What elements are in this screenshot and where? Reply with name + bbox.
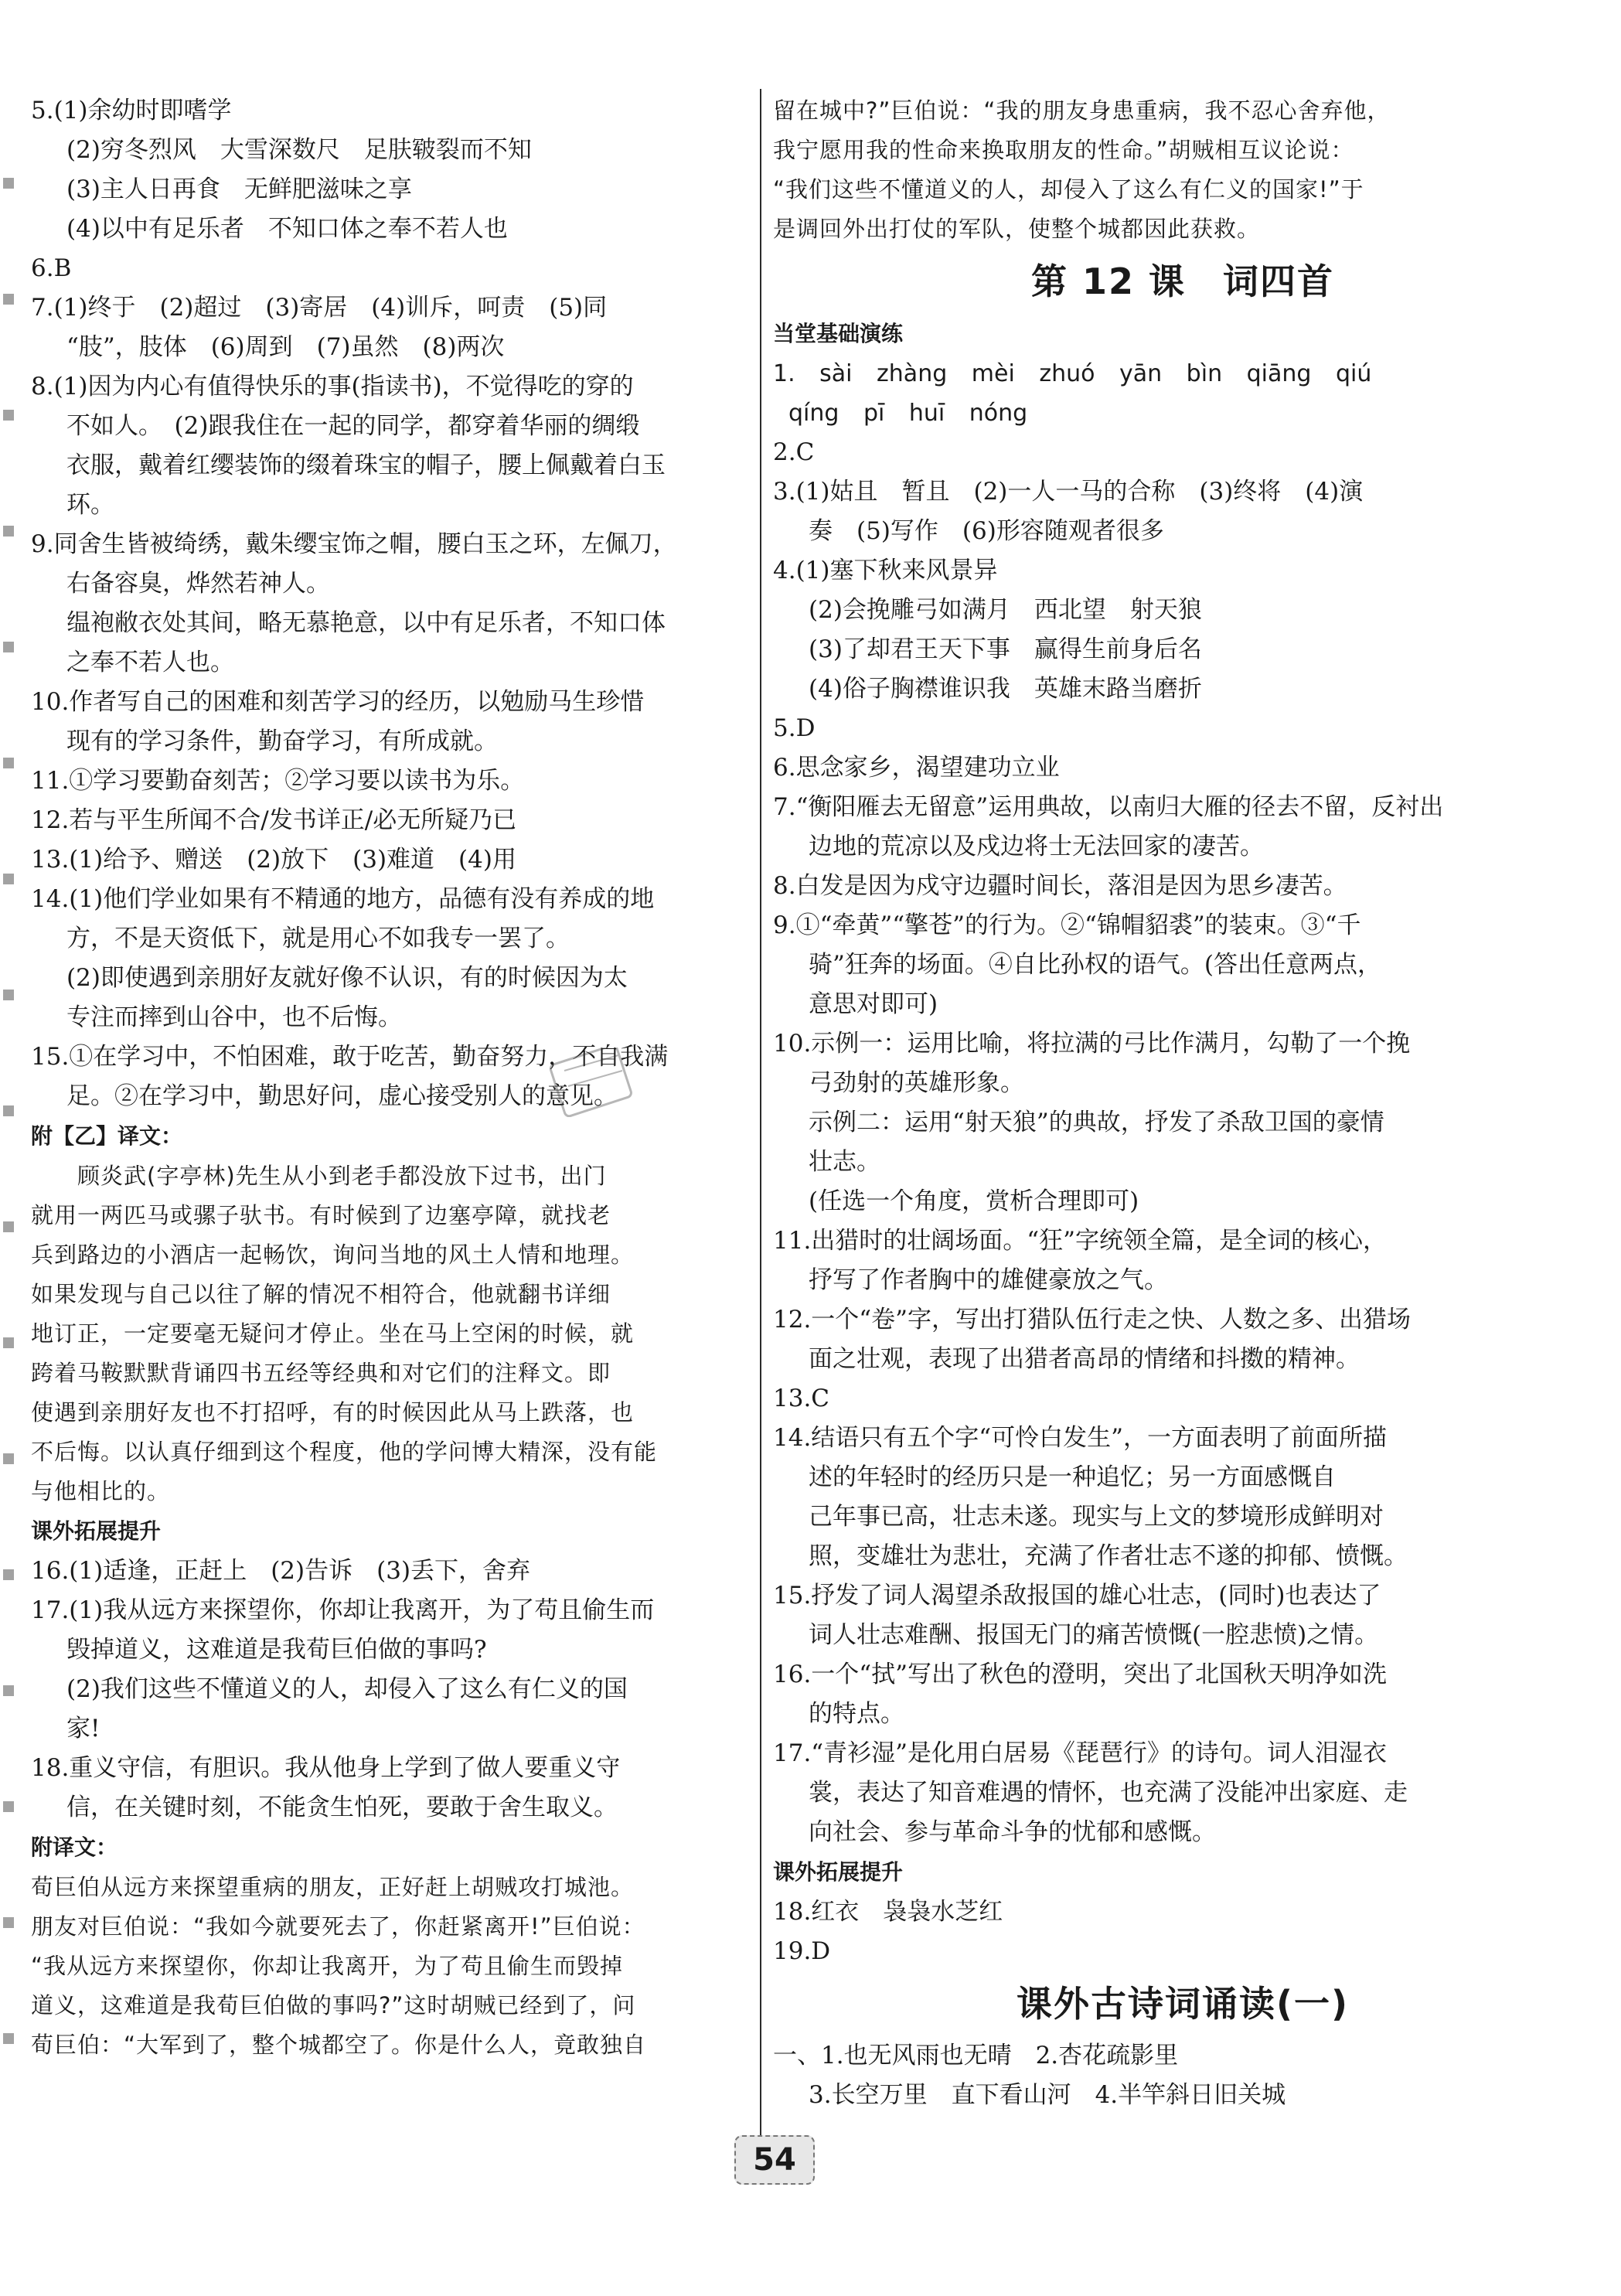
right-line: 己年事已高，壮志未遂。现实与上文的梦境形成鲜明对 xyxy=(809,1503,1384,1531)
left-line: 专注而摔到山谷中，也不后悔。 xyxy=(66,1003,402,1031)
left-line: 跨着马鞍默默背诵四书五经等经典和对它们的注释文。即 xyxy=(31,1360,611,1386)
right-line: 课外古诗词诵读(一) xyxy=(1016,1983,1350,2025)
left-line: 环。 xyxy=(66,491,114,519)
page-number: 54 xyxy=(734,2135,815,2185)
right-line: 课外拓展提升 xyxy=(773,1859,904,1885)
left-line: 附【乙】译文： xyxy=(31,1123,183,1149)
right-line: 意思对即可) xyxy=(809,990,938,1018)
left-line: 18.重义守信，有胆识。我从他身上学到了做人要重义守 xyxy=(31,1754,621,1782)
right-line: 11.出猎时的壮阔场面。“狂”字统领全篇，是全词的核心， xyxy=(773,1227,1387,1255)
right-line: 裳，表达了知音难遇的情怀，也充满了没能冲出家庭、走 xyxy=(809,1779,1408,1807)
binding-edge xyxy=(3,124,14,2134)
right-line: 边地的荒凉以及戍边将士无法回家的凄苦。 xyxy=(809,833,1264,860)
left-line: 9.同舍生皆被绮绣，戴朱缨宝饰之帽，腰白玉之环，左佩刀， xyxy=(31,530,677,558)
right-line: 示例二：运用“射天狼”的典故，抒发了杀敌卫国的豪情 xyxy=(809,1109,1384,1136)
right-line: 向社会、参与革命斗争的忧郁和感慨。 xyxy=(809,1818,1216,1846)
right-line: 面之壮观，表现了出猎者高昂的情绪和抖擞的精神。 xyxy=(809,1345,1360,1373)
left-line: 兵到路边的小酒店一起畅饮，询问当地的风土人情和地理。 xyxy=(31,1242,635,1268)
right-line: 2.C xyxy=(773,438,815,466)
right-line: (3)了却君王天下事 赢得生前身后名 xyxy=(809,635,1202,663)
left-line: 12.若与平生所闻不合/发书详正/必无所疑乃已 xyxy=(31,806,517,834)
right-line: 13.C xyxy=(773,1385,830,1412)
right-line: 10.示例一：运用比喻，将拉满的弓比作满月，勾勒了一个挽 xyxy=(773,1030,1411,1058)
right-line: 7.“衡阳雁去无留意”运用典故，以南归大雁的径去不留，反衬出 xyxy=(773,793,1444,821)
right-line: 我宁愿用我的性命来换取朋友的性命。”胡贼相互议论说： xyxy=(773,137,1354,163)
column-divider xyxy=(760,89,761,2153)
left-line: “我从远方来探望你，你却让我离开，为了苟且偷生而毁掉 xyxy=(31,1953,624,1979)
right-line: 一、1.也无风雨也无晴 2.杏花疏影里 xyxy=(773,2042,1179,2069)
left-line: 道义，这难道是我荀巨伯做的事吗?”这时胡贼已经到了，问 xyxy=(31,1992,636,2018)
left-line: (4)以中有足乐者 不知口体之奉不若人也 xyxy=(66,215,508,243)
right-line: 奏 (5)写作 (6)形容随观者很多 xyxy=(809,517,1164,545)
left-line: (2)我们这些不懂道义的人，却侵入了这么有仁义的国 xyxy=(66,1675,628,1703)
left-line: 家! xyxy=(66,1715,100,1742)
right-line: 19.D xyxy=(773,1937,831,1965)
right-line: 8.白发是因为戍守边疆时间长，落泪是因为思乡凄苦。 xyxy=(773,872,1347,900)
right-line: 留在城中?”巨伯说：“我的朋友身患重病，我不忍心舍弃他， xyxy=(773,97,1391,124)
left-line: (3)主人日再食 无鲜肥滋味之享 xyxy=(66,175,412,203)
left-line: 7.(1)终于 (2)超过 (3)寄居 (4)训斥，呵责 (5)同 xyxy=(31,294,608,322)
left-line: “肢”，肢体 (6)周到 (7)虽然 (8)两次 xyxy=(66,333,505,361)
right-line: 第 12 课 词四首 xyxy=(1030,261,1335,302)
right-line: (4)俗子胸襟谁识我 英雄末路当磨折 xyxy=(809,675,1202,703)
right-line: 3.(1)姑且 暂且 (2)一人一马的合称 (3)终将 (4)演 xyxy=(773,478,1364,506)
left-line: 地订正，一定要毫无疑问才停止。坐在马上空闲的时候，就 xyxy=(31,1320,635,1347)
left-line: 不如人。 (2)跟我住在一起的同学，都穿着华丽的绸缎 xyxy=(66,412,640,440)
left-line: 附译文： xyxy=(31,1834,118,1860)
left-line: 6.B xyxy=(31,254,72,282)
left-line: 5.(1)余幼时即嗜学 xyxy=(31,97,232,124)
left-line: (2)即使遇到亲朋好友就好像不认识，有的时候因为太 xyxy=(66,964,628,992)
left-line: 缊袍敝衣处其间，略无慕艳意，以中有足乐者，不知口体 xyxy=(66,609,666,637)
left-line: 毁掉道义，这难道是我荀巨伯做的事吗? xyxy=(66,1636,487,1664)
right-line: 骑”狂奔的场面。④自比孙权的语气。(答出任意两点， xyxy=(809,951,1381,979)
left-line: (2)穷冬烈风 大雪深数尺 足肤皲裂而不知 xyxy=(66,136,532,164)
right-line: (2)会挽雕弓如满月 西北望 射天狼 xyxy=(809,596,1202,624)
left-line: 之奉不若人也。 xyxy=(66,649,234,676)
right-line: 照，变雄壮为悲壮，充满了作者壮志不遂的抑郁、愤慨。 xyxy=(809,1542,1408,1570)
left-line: 与他相比的。 xyxy=(31,1478,171,1504)
right-line: “我们这些不懂道义的人，却侵入了这么有仁义的国家!”于 xyxy=(773,176,1364,203)
right-line: (任选一个角度，赏析合理即可) xyxy=(809,1187,1139,1215)
right-line: 1. sài zhàng mèi zhuó yān bìn qiāng qiú xyxy=(773,360,1372,387)
left-line: 方，不是天资低下，就是用心不如我专一罢了。 xyxy=(66,925,570,952)
left-line: 课外拓展提升 xyxy=(31,1518,162,1544)
left-line: 15.①在学习中，不怕困难，敢于吃苦，勤奋努力，不自我满 xyxy=(31,1043,669,1071)
right-line: 17.“青衫湿”是化用白居易《琵琶行》的诗句。词人泪湿衣 xyxy=(773,1739,1387,1767)
right-line: 6.思念家乡，渴望建功立业 xyxy=(773,754,1060,782)
left-line: 如果发现与自己以往了解的情况不相符合，他就翻书详细 xyxy=(31,1281,611,1307)
right-line: 15.抒发了词人渴望杀敌报国的雄心壮志，(同时)也表达了 xyxy=(773,1582,1381,1610)
right-line: 当堂基础演练 xyxy=(773,321,904,346)
left-line: 荀巨伯从远方来探望重病的朋友，正好赶上胡贼攻打城池。 xyxy=(31,1874,635,1900)
left-line: 荀巨伯：“大军到了，整个城都空了。你是什么人，竟敢独自 xyxy=(31,2032,647,2058)
left-line: 11.①学习要勤奋刻苦；②学习要以读书为乐。 xyxy=(31,767,525,795)
right-line: 16.一个“拭”写出了秋色的澄明，突出了北国秋天明净如洗 xyxy=(773,1661,1387,1688)
left-line: 16.(1)适逢，正赶上 (2)告诉 (3)丢下，舍弃 xyxy=(31,1557,531,1585)
right-line: 壮志。 xyxy=(809,1148,880,1176)
left-line: 8.(1)因为内心有值得快乐的事(指读书)，不觉得吃的穿的 xyxy=(31,373,634,400)
right-line: qíng pī huī nóng xyxy=(788,400,1028,427)
right-line: 弓劲射的英雄形象。 xyxy=(809,1069,1024,1097)
right-line: 18.红衣 袅袅水芝红 xyxy=(773,1898,1003,1926)
right-line: 抒写了作者胸中的雄健豪放之气。 xyxy=(809,1266,1168,1294)
left-line: 顾炎武(字亭林)先生从小到老手都没放下过书，出门 xyxy=(77,1163,607,1189)
right-column xyxy=(773,91,1592,2115)
right-line: 3.长空万里 直下看山河 4.半竿斜日旧关城 xyxy=(809,2081,1286,2109)
left-line: 足。②在学习中，勤思好问，虚心接受别人的意见。 xyxy=(66,1082,618,1110)
right-line: 的特点。 xyxy=(809,1700,904,1728)
right-line: 14.结语只有五个字“可怜白发生”，一方面表明了前面所描 xyxy=(773,1424,1387,1452)
left-line: 使遇到亲朋好友也不打招呼，有的时候因此从马上跌落，也 xyxy=(31,1399,635,1426)
left-line: 不后悔。以认真仔细到这个程度，他的学问博大精深，没有能 xyxy=(31,1439,658,1465)
left-line: 13.(1)给予、赠送 (2)放下 (3)难道 (4)用 xyxy=(31,846,516,874)
left-line: 10.作者写自己的困难和刻苦学习的经历，以勉励马生珍惜 xyxy=(31,688,645,716)
left-line: 衣服，戴着红缨装饰的缀着珠宝的帽子，腰上佩戴着白玉 xyxy=(66,451,666,479)
left-line: 就用一两匹马或骡子驮书。有时候到了边塞亭障，就找老 xyxy=(31,1202,611,1228)
watermark-stamp-icon xyxy=(533,1048,649,1117)
left-line: 朋友对巨伯说：“我如今就要死去了，你赶紧离开!”巨伯说： xyxy=(31,1913,645,1940)
right-line: 词人壮志难酬、报国无门的痛苦愤慨(一腔悲愤)之情。 xyxy=(809,1621,1379,1649)
right-line: 5.D xyxy=(773,714,816,742)
left-line: 14.(1)他们学业如果有不精通的地方，品德有没有养成的地 xyxy=(31,885,655,913)
right-line: 9.①“牵黄”“擎苍”的行为。②“锦帽貂裘”的装束。③“千 xyxy=(773,911,1361,939)
right-line: 12.一个“卷”字，写出打猎队伍行走之快、人数之多、出猎场 xyxy=(773,1306,1411,1334)
right-line: 是调回外出打仗的军队，使整个城都因此获救。 xyxy=(773,216,1261,242)
left-line: 右备容臭，烨然若神人。 xyxy=(66,570,330,598)
left-line: 现有的学习条件，勤奋学习，有所成就。 xyxy=(66,727,498,755)
left-line: 17.(1)我从远方来探望你，你却让我离开，为了苟且偷生而 xyxy=(31,1596,655,1624)
right-line: 4.(1)塞下秋来风景异 xyxy=(773,557,998,584)
right-line: 述的年轻时的经历只是一种追忆；另一方面感慨自 xyxy=(809,1463,1336,1491)
left-line: 信，在关键时刻，不能贪生怕死，要敢于舍生取义。 xyxy=(66,1794,618,1821)
